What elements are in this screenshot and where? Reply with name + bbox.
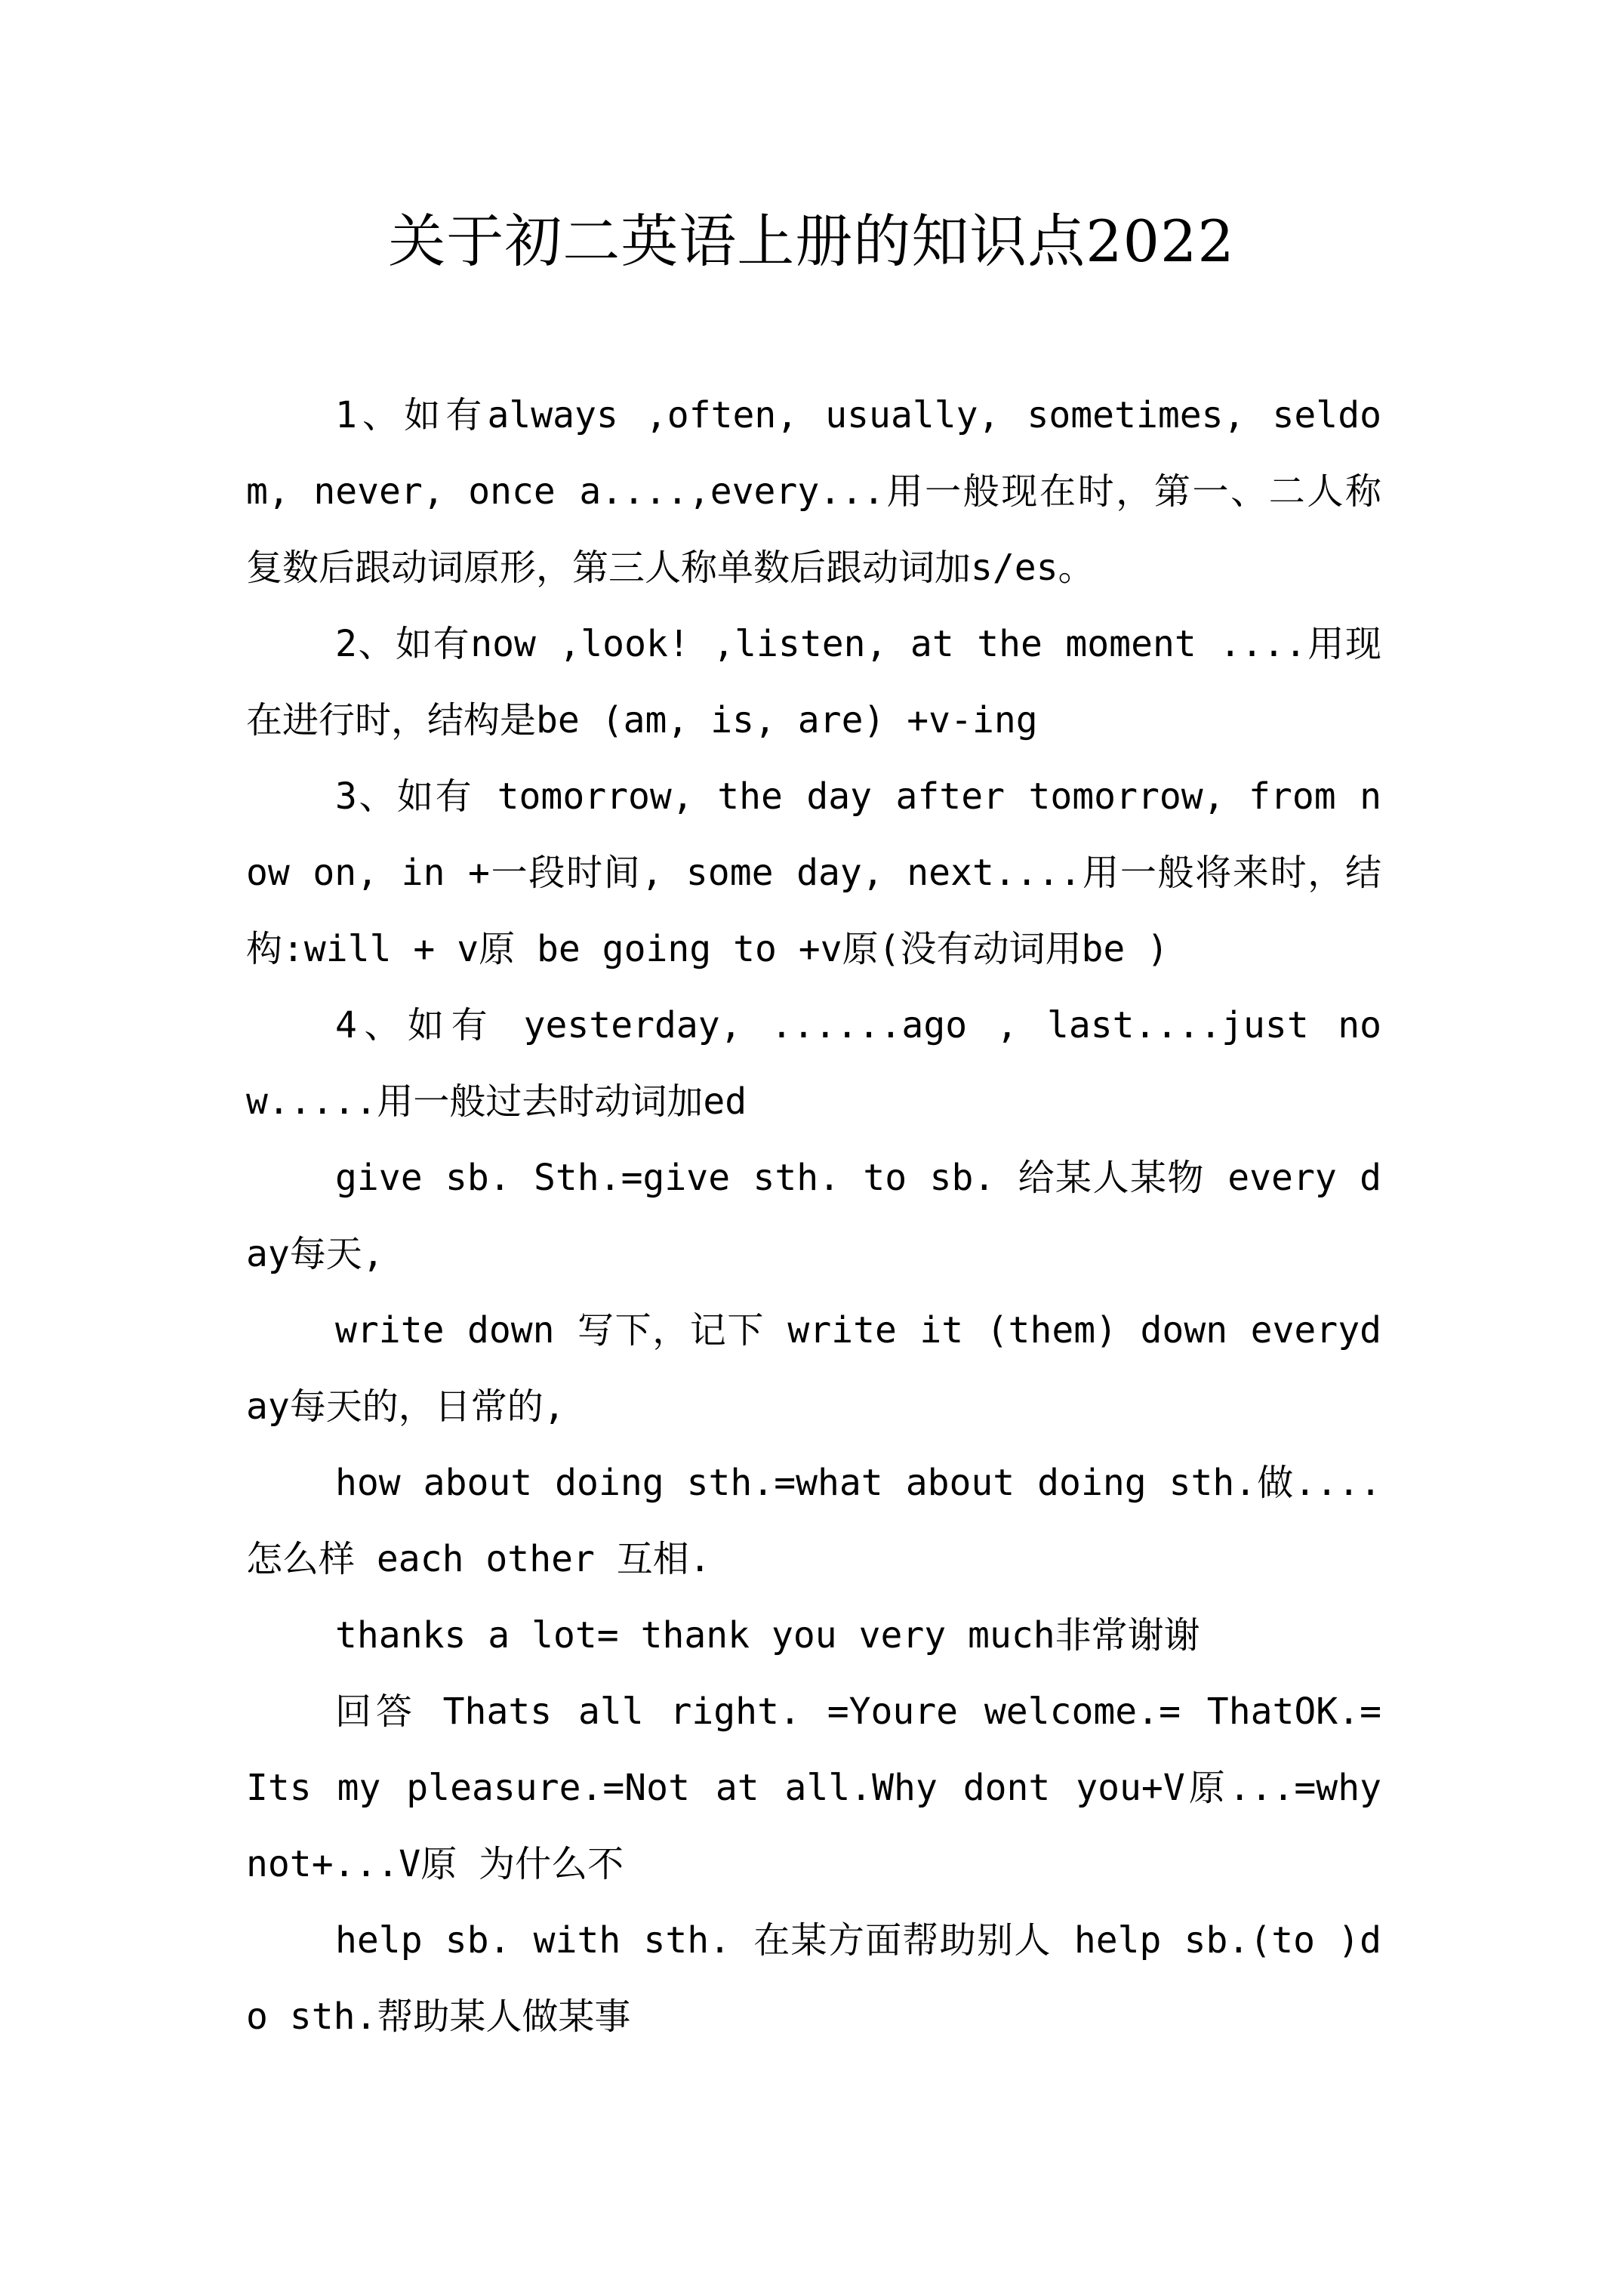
paragraph-3: 3、如有 tomorrow, the day after tomorrow, from now on, in +一段时间, some day, next....用一般将来时，结构:will + v原 be going to +v原(没有动词用be ) xyxy=(246,775,1381,970)
paragraph-5: give sb. Sth.=give sth. to sb. 给某人某物 every day每天, xyxy=(246,1157,1381,1275)
document-title: 关于初二英语上册的知识点2022 xyxy=(388,208,1235,275)
paragraph-6: write down 写下，记下 write it (them) down everyday每天的，日常的, xyxy=(246,1309,1381,1428)
paragraph-10: help sb. with sth. 在某方面帮助别人 help sb.(to )do sth.帮助某人做某事 xyxy=(246,1919,1381,2038)
paragraph-8: thanks a lot= thank you very much非常谢谢 xyxy=(335,1614,1200,1657)
paragraph-2: 2、如有now ,look! ,listen, at the moment ....用现在进行时，结构是be (am, is, are) +v-ing xyxy=(246,623,1381,741)
paragraph-4: 4、如有 yesterday, ......ago , last....just now.....用一般过去时动词加ed xyxy=(246,1004,1381,1123)
paragraph-9: 回答 Thats all right. =Youre welcome.= ThatOK.= Its my pleasure.=Not at all.Why dont you+V原...=why not+...V原 为什么不 xyxy=(246,1690,1381,1885)
paragraph-1: 1、如有always ,often, usually, sometimes, seldom, never, once a....,every...用一般现在时，第一、二人称复数后跟动词原形，第三人称单数后跟动词加s/es。 xyxy=(246,394,1381,589)
paragraph-7: how about doing sth.=what about doing sth.做....怎么样 each other 互相. xyxy=(246,1462,1381,1580)
document-body xyxy=(246,378,1381,2055)
